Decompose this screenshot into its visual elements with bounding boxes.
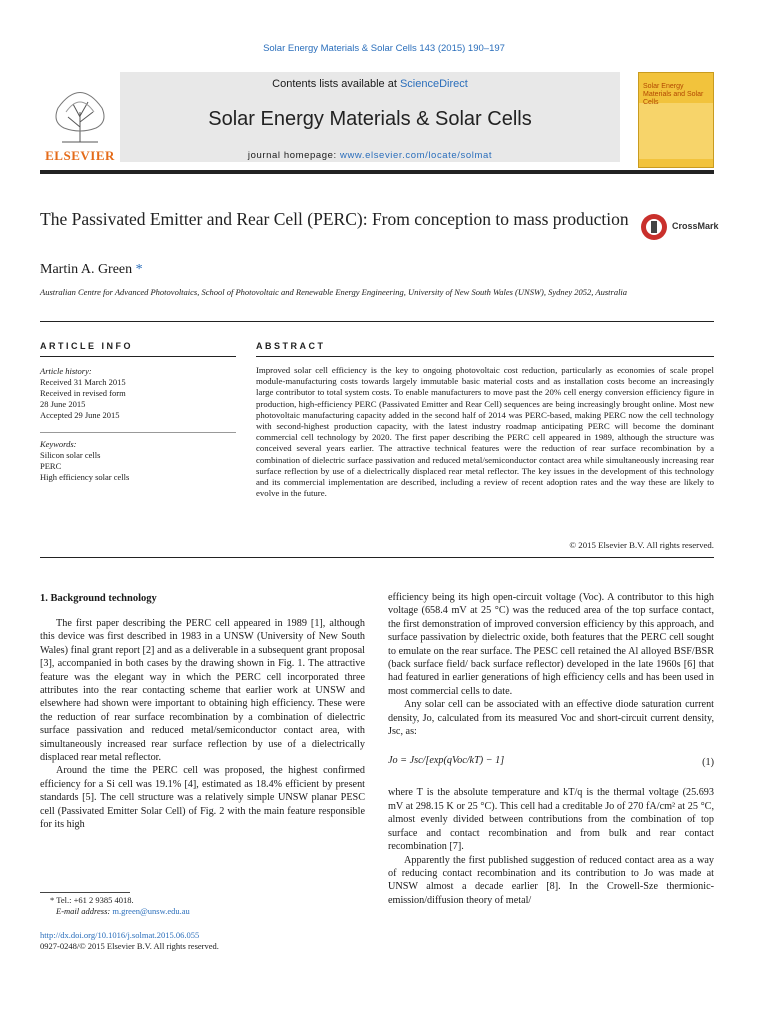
keyword: High efficiency solar cells [40, 472, 130, 482]
equation-number: (1) [702, 757, 714, 769]
cover-image-band [639, 103, 713, 159]
doi-link[interactable]: http://dx.doi.org/10.1016/j.solmat.2015.06.055 [40, 930, 200, 940]
body-paragraph: where T is the absolute temperature and kT/q is the thermal voltage (25.693 mV at 298.15 K or 25 °C). This cell had a creditable Jo of 270 fA/cm² at 25 °C, almost evenly divided between contributions from the combination of top surface and contact recombination and from bulk and rear contact recombination [7]. [388, 787, 714, 853]
body-paragraph: The first paper describing the PERC cell appeared in 1989 [1], although this device was first described in 1983 in a UNSW (University of New South Wales) final grant report [2] and as a deliverable in a subsequent grant proposal [3], accompanied in both cases by the drawing shown in Fig. 1. The attractive feature was the elegant way in which the PERC cell incorporated three attributes into the rear contacting scheme that earlier work at UNSW and elsewhere had shown were important to obtaining high efficiency. These were the reduction of rear surface recombination by a combination of dielectric surface passivation and reduced metal/semiconductor contact area, with simultaneously increased rear surface reflection by use of a dielectrically displaced rear metal reflector. [40, 618, 365, 764]
abstract-copyright: © 2015 Elsevier B.V. All rights reserved. [569, 540, 714, 550]
history-label: Article history: [40, 366, 92, 376]
crossmark-icon [640, 213, 668, 241]
sciencedirect-link[interactable]: ScienceDirect [399, 78, 468, 90]
history-line: Received in revised form [40, 388, 126, 398]
section-heading: 1. Background technology [40, 593, 157, 604]
body-column-right [388, 591, 714, 907]
article-history [40, 366, 126, 421]
crossmark-label: CrossMark [672, 221, 719, 231]
issn-line: 0927-0248/© 2015 Elsevier B.V. All rights reserved. [40, 941, 219, 951]
homepage-prefix: journal homepage: [247, 150, 341, 161]
equation: Jo = Jsc/[exp(qVoc/kT) − 1] [388, 755, 505, 767]
author-affiliation: Australian Centre for Advanced Photovoltaics, School of Photovoltaic and Renewable Energy Engineering, University of New South Wales (UNSW), Sydney 2052, Australia [40, 287, 628, 297]
journal-cover-thumbnail[interactable] [638, 72, 714, 168]
author-footnote-mark[interactable]: * [135, 262, 143, 277]
body-paragraph: Any solar cell can be associated with an effective diode saturation current density, Jo, calculated from its measured Voc and short-circuit current density, Jsc, as: [388, 699, 714, 738]
author-footnote [40, 895, 365, 917]
author-text: Martin A. Green [40, 262, 133, 277]
cover-title: Solar Energy Materials and Solar Cells [643, 83, 704, 106]
abstract-bottom-rule [40, 557, 714, 558]
contents-availability [120, 78, 620, 90]
keywords-rule [40, 432, 236, 433]
contents-prefix: Contents lists available at [272, 78, 400, 90]
body-paragraph: Apparently the first published suggestion of reduced contact area as a way of reducing contact recombination and its contribution to Jo was made at UNSW almost a decade earlier [8]. In the Crowell-Sze thermionic-emission/diffusion theory of metal/ [388, 854, 714, 906]
equation-block [388, 744, 714, 782]
body-column-left [40, 617, 365, 832]
body-paragraph: Around the time the PERC cell was proposed, the highest confirmed efficiency for a Si cell was 19.1% [4], estimated as 18.4% efficient by present standards [5]. The cell structure was a relatively simple UNSW planar PESC cell (Passivated Emitter Solar Cell) of Fig. 2 with the main feature responsible for its high [40, 765, 365, 831]
homepage-link[interactable]: www.elsevier.com/locate/solmat [340, 150, 493, 161]
journal-title: Solar Energy Materials & Solar Cells [208, 108, 532, 130]
email-link[interactable]: m.green@unsw.edu.au [112, 906, 190, 916]
crossmark-badge[interactable] [640, 212, 719, 242]
keyword: Silicon solar cells [40, 450, 101, 460]
journal-homepage [120, 150, 620, 161]
history-line: Received 31 March 2015 [40, 377, 126, 387]
keywords [40, 439, 129, 483]
history-line: 28 June 2015 [40, 399, 86, 409]
keywords-label: Keywords: [40, 439, 77, 449]
article-info-heading: ARTICLE INFO [40, 341, 133, 351]
history-line: Accepted 29 June 2015 [40, 410, 120, 420]
footnote-email [40, 906, 365, 917]
doi-block [40, 930, 219, 952]
journal-citation[interactable]: Solar Energy Materials & Solar Cells 143 (2015) 190–197 [263, 43, 505, 54]
article-info-rule [40, 356, 236, 357]
elsevier-logo-text: ELSEVIER [45, 148, 115, 163]
abstract-text: Improved solar cell efficiency is the key to ongoing photovoltaic cost reduction, particularly as economies of scale propel module-manufacturing costs towards largely immutable basic material costs and as installation costs become an increasingly large contributor to total system costs. To enable manufacturers to move past the 20% cell energy conversion efficiency figure in production, high-efficiency PERC (Passivated Emitter and Rear Cell) sequences are being increasingly brought online. Most new photovoltaic manufacturing capacity added in the second half of 2014 was PERC-based, making PERC now the cell technology with second-highest production capacity, with the latest industry roadmap anticipating PERC will become the dominant commercial cell technology by 2020. The first paper describing the PERC cell appeared in 1989, although the structure was conceived several years earlier. The attractive technical features were the reduction of rear surface recombination by a combination of dielectric surface passivation and reduced metal/semiconductor contact area while simultaneously increasing rear surface reflection by use of a dielectrically displaced rear metal reflector. The key issues in the development of this technology and its commercial implementation are described, including a review of recent adoption rates and the way these are likely to evolve in the future. [256, 365, 714, 499]
body-paragraph: efficiency being its high open-circuit voltage (Voc). A contributor to this high voltage (658.4 mV at 25 °C) was the reduced area of the top surface contact, the first demonstration of improved conversion efficiency by this approach, and surface passivation by dielectric oxide, both features that the PERC cell sought to emulate on the rear surface. The PESC cell retained the Al alloyed BSF/BSR (back surface field/ back surface reflector) developed in the late 1960s [6] that had featured in earlier generations of high efficiency cells and has been used in most commercial cells to date. [388, 592, 714, 697]
author-name [40, 262, 143, 278]
abstract-heading: ABSTRACT [256, 341, 326, 351]
paper-title: The Passivated Emitter and Rear Cell (PERC): From conception to mass production [40, 209, 629, 229]
keyword: PERC [40, 461, 62, 471]
footnote-rule [40, 892, 130, 893]
abstract-rule [256, 356, 714, 357]
header-rule [40, 170, 714, 174]
divider-rule [40, 321, 714, 322]
footnote-tel: * Tel.: +61 2 9385 4018. [50, 895, 134, 905]
email-label: E-mail address: [56, 906, 113, 916]
